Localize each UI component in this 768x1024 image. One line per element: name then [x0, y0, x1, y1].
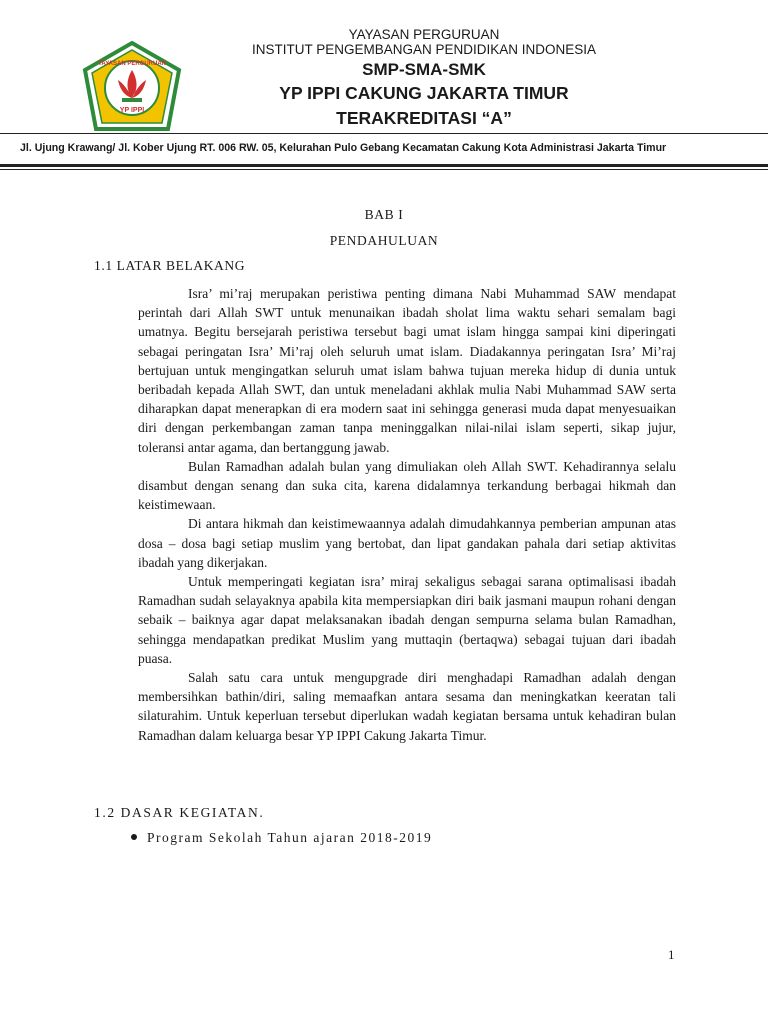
- page-number: 1: [668, 947, 675, 962]
- paragraph: Di antara hikmah dan keistimewaannya adalah dimudahkannya pemberian ampunan atas dosa – dosa bagi setiap muslim yang bertobat, dan lipat gandakan pahala dari setiap aktivitas ibadah yang dikerjakan.: [138, 516, 676, 570]
- section-heading-basis: 1.2 DASAR KEGIATAN.: [94, 805, 265, 820]
- letterhead-levels: SMP-SMA-SMK: [362, 60, 486, 79]
- logo-text-top: YAYASAN PERGURUAN: [97, 61, 167, 67]
- section-body: [138, 284, 676, 745]
- paragraph: Salah satu cara untuk mengupgrade diri menghadapi Ramadhan adalah dengan membersihkan bathin/diri, saling memaafkan antara sesama dan meningkatkan keeratan tali silaturahim. Untuk keperluan tersebut diperlukan wadah kegiatan bersama untuk kehadiran bulan Ramadhan dalam keluarga besar YP IPPI Cakung Jakarta Timur.: [138, 670, 676, 743]
- letterhead-institute: INSTITUT PENGEMBANGAN PENDIDIKAN INDONESIA: [251, 42, 597, 57]
- chapter-number: BAB I: [364, 207, 404, 222]
- paragraph: Untuk memperingati kegiatan isra’ miraj sekaligus sebagai sarana optimalisasi ibadah Ramadhan sudah selayaknya apabila kita mempersiapkan diri baik jasmani maupun rohani dengan sebaik – baiknya agar dapat melaksanakan ibadah dengan sempurna selama bulan Ramadhan, sehingga mendapatkan predikat Muslim yang muttaqin (bertaqwa) sebagai tujuan dari ibadah puasa.: [138, 574, 676, 666]
- bullet-icon: [131, 834, 137, 840]
- list-item-text: Program Sekolah Tahun ajaran 2018-2019: [147, 830, 433, 845]
- letterhead-school-name: YP IPPI CAKUNG JAKARTA TIMUR: [279, 83, 569, 103]
- paragraph: Isra’ mi’raj merupakan peristiwa penting dimana Nabi Muhammad SAW mendapat perintah dari Allah SWT untuk menunaikan ibadah sholat lima waktu sehari semalam bagi umatnya. Begitu bersejarah peristiwa tersebut bagi umat islam hingga sampai kini diperingati sebagai peringatan Isra’ Mi’raj oleh seluruh umat islam. Diadakannya peringatan Isra’ Mi’raj bertujuan untuk mengingatkan seluruh umat islam bahwa tujuan mereka hidup di dunia untuk beribadah kepada Allah SWT, dan untuk meneladani akhlak mulia Nabi Muhammad SAW serta diharapkan dapat menerapkan di era modern saat ini sehingga generasi muda dapat menyesuaikan diri dengan perkembangan zaman tanpa meninggalkan nilai-nilai islam seperti, sikap jujur, toleransi antar agama, dan bertanggung jawab.: [138, 286, 676, 455]
- list-item: [131, 830, 432, 846]
- letterhead-accreditation: TERAKREDITASI “A”: [336, 108, 512, 128]
- letterhead-divider-thick: [0, 164, 768, 167]
- logo-text-bottom: YP IPPI: [119, 107, 145, 114]
- chapter-title: PENDAHULUAN: [329, 233, 439, 248]
- letterhead-foundation: YAYASAN PERGURUAN: [348, 27, 500, 42]
- section-heading-background: 1.1 LATAR BELAKANG: [94, 258, 246, 273]
- letterhead-divider-top: [0, 133, 768, 134]
- paragraph: Bulan Ramadhan adalah bulan yang dimuliakan oleh Allah SWT. Kehadirannya selalu disambut dengan senang dan suka cita, karena didalamnya terkandung berbagai hikmah dan keistimewaan.: [138, 458, 676, 513]
- letterhead-divider-thin: [0, 169, 768, 170]
- letterhead-address: Jl. Ujung Krawang/ Jl. Kober Ujung RT. 006 RW. 05, Kelurahan Pulo Gebang Kecamatan Cakung Kota Administrasi Jakarta Timur: [20, 142, 667, 154]
